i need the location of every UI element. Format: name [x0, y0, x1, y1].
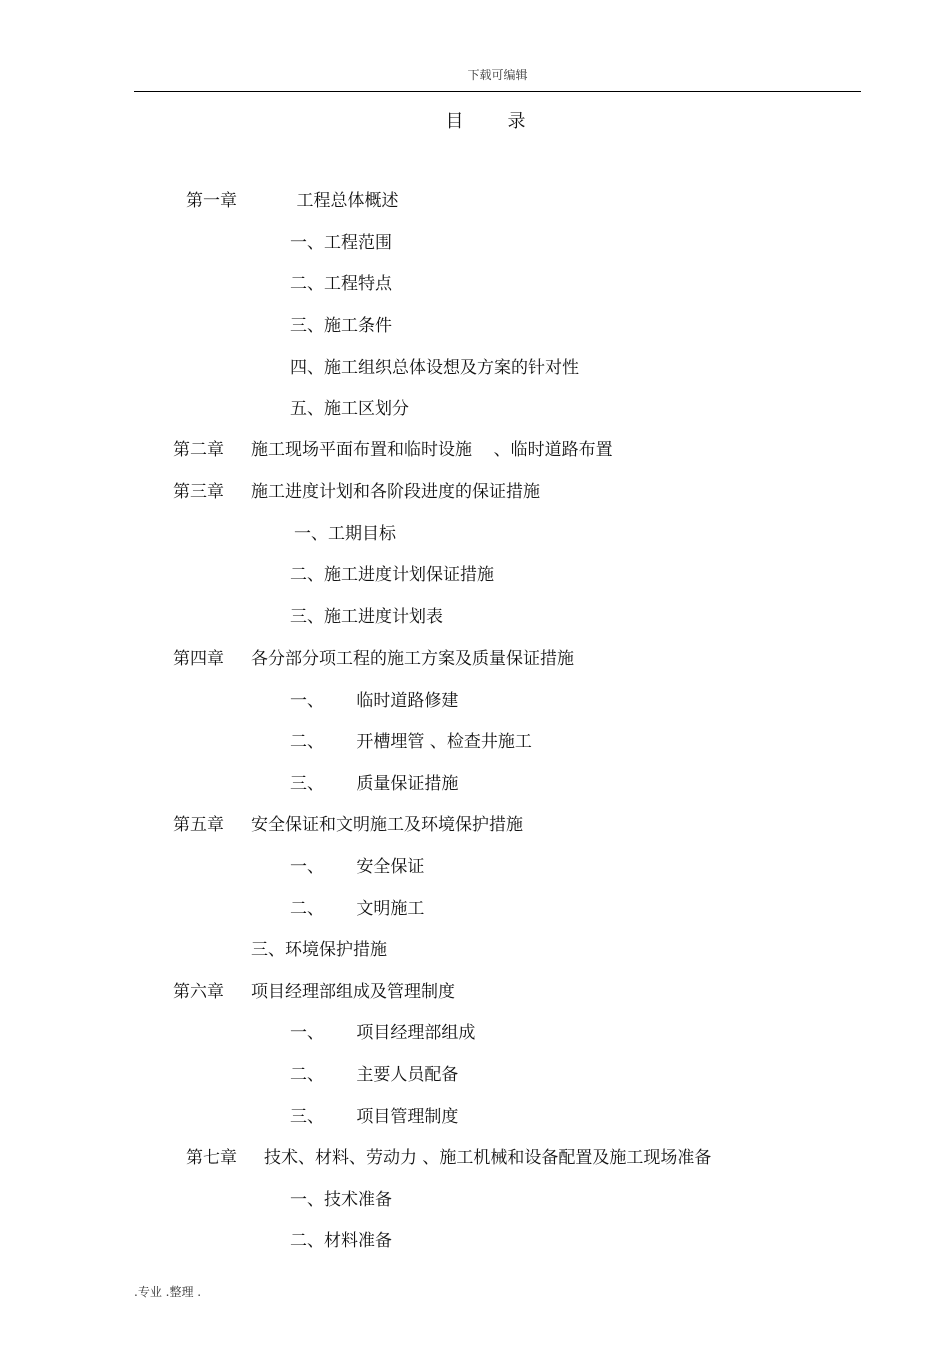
- toc-item: 二、 开槽埋管 、检查井施工: [290, 732, 532, 752]
- toc-item: 二、材料准备: [290, 1231, 392, 1251]
- toc-item: 四、施工组织总体设想及方案的针对性: [290, 358, 579, 378]
- toc-chapter-1: 第一章 工程总体概述: [186, 191, 399, 211]
- toc-item: 一、 安全保证: [290, 857, 425, 877]
- toc-item: 三、施工条件: [290, 316, 392, 336]
- toc-chapter-3: 第三章 施工进度计划和各阶段进度的保证措施: [173, 482, 541, 502]
- toc-item: 五、施工区划分: [290, 399, 409, 419]
- toc-item: 一、 项目经理部组成: [290, 1023, 476, 1043]
- toc-item: 一、工程范围: [290, 233, 392, 253]
- toc-item: 三、施工进度计划表: [290, 607, 443, 627]
- toc-item: 二、施工进度计划保证措施: [290, 565, 494, 585]
- toc-item: 三、环境保护措施: [251, 940, 387, 960]
- header-divider: [134, 91, 861, 92]
- toc-item: 一、工期目标: [294, 524, 396, 544]
- toc-item: 一、 临时道路修建: [290, 691, 459, 711]
- page-title: 目录: [445, 111, 570, 132]
- toc-chapter-4: 第四章 各分部分项工程的施工方案及质量保证措施: [173, 649, 575, 669]
- toc-item: 一、技术准备: [290, 1190, 392, 1210]
- toc-item: 二、 文明施工: [290, 899, 425, 919]
- page-footer: .专业 .整理 .: [134, 1285, 202, 1299]
- toc-item: 三、 项目管理制度: [290, 1107, 459, 1127]
- toc-chapter-5: 第五章 安全保证和文明施工及环境保护措施: [173, 815, 524, 835]
- toc-item: 二、 主要人员配备: [290, 1065, 459, 1085]
- toc-chapter-2: 第二章 施工现场平面布置和临时设施 、临时道路布置: [173, 440, 613, 460]
- toc-chapter-7: 第七章 技术、材料、劳动力 、施工机械和设备配置及施工现场准备: [186, 1148, 712, 1168]
- page-header: 下载可编辑: [467, 68, 528, 82]
- toc-item: 二、工程特点: [290, 274, 392, 294]
- toc-chapter-6: 第六章 项目经理部组成及管理制度: [173, 982, 456, 1002]
- toc-item: 三、 质量保证措施: [290, 774, 459, 794]
